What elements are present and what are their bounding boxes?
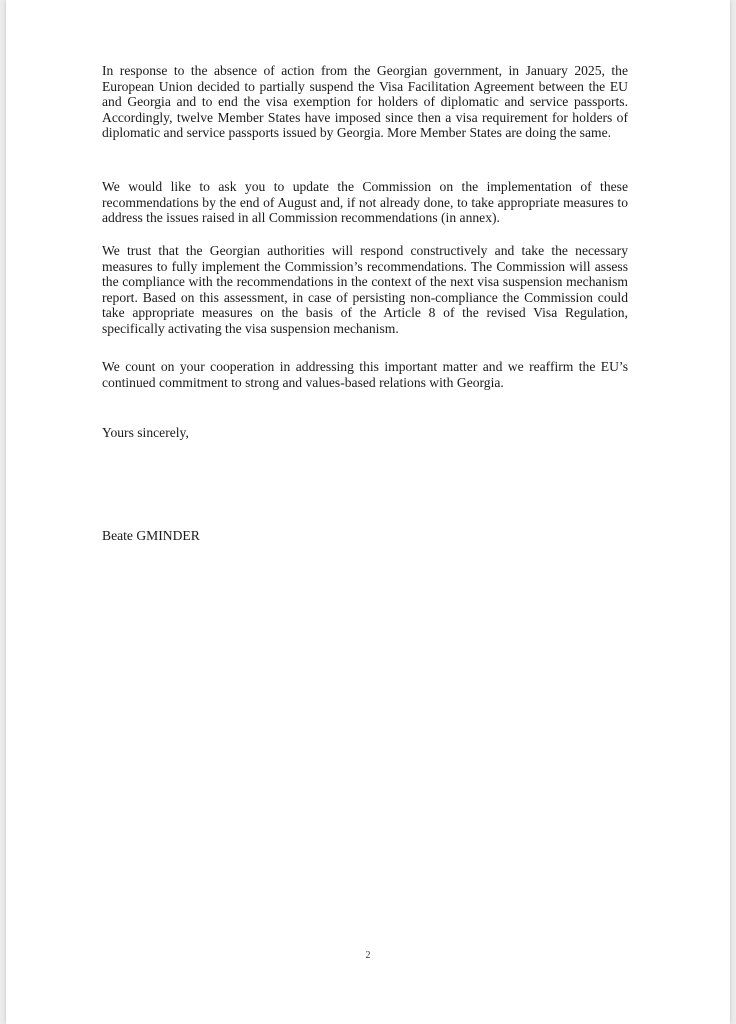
paragraph-4: We count on your cooperation in addressing this important matter and we reaffirm the EU’s continued commitment to strong and values-based relations with Georgia.: [102, 359, 628, 390]
closing-salutation: Yours sincerely,: [102, 425, 189, 440]
paragraph-3: We trust that the Georgian authorities will respond constructively and take the necessary measures to fully implement the Commission’s recommendations. The Commission will assess the compliance with the recommendations in the context of the next visa suspension mechanism report. Based on this assessment, in case of persisting non-compliance the Commission could take appropriate measures on the basis of the Article 8 of the revised Visa Regulation, specifically activating the visa suspension mechanism.: [102, 243, 628, 336]
signatory-name: Beate GMINDER: [102, 528, 200, 543]
paragraph-1: In response to the absence of action from the Georgian government, in January 2025, the European Union decided to partially suspend the Visa Facilitation Agreement between the EU and Georgia and to end the visa exemption for holders of diplomatic and service passports. Accordingly, twelve Member States have imposed since then a visa requirement for holders of diplomatic and service passports issued by Georgia. More Member States are doing the same.: [102, 63, 628, 140]
document-page: [6, 0, 730, 1024]
paragraph-2: We would like to ask you to update the Commission on the implementation of these recommendations by the end of August and, if not already done, to take appropriate measures to address the issues raised in all Commission recommendations (in annex).: [102, 179, 628, 225]
page-number: 2: [365, 950, 371, 961]
